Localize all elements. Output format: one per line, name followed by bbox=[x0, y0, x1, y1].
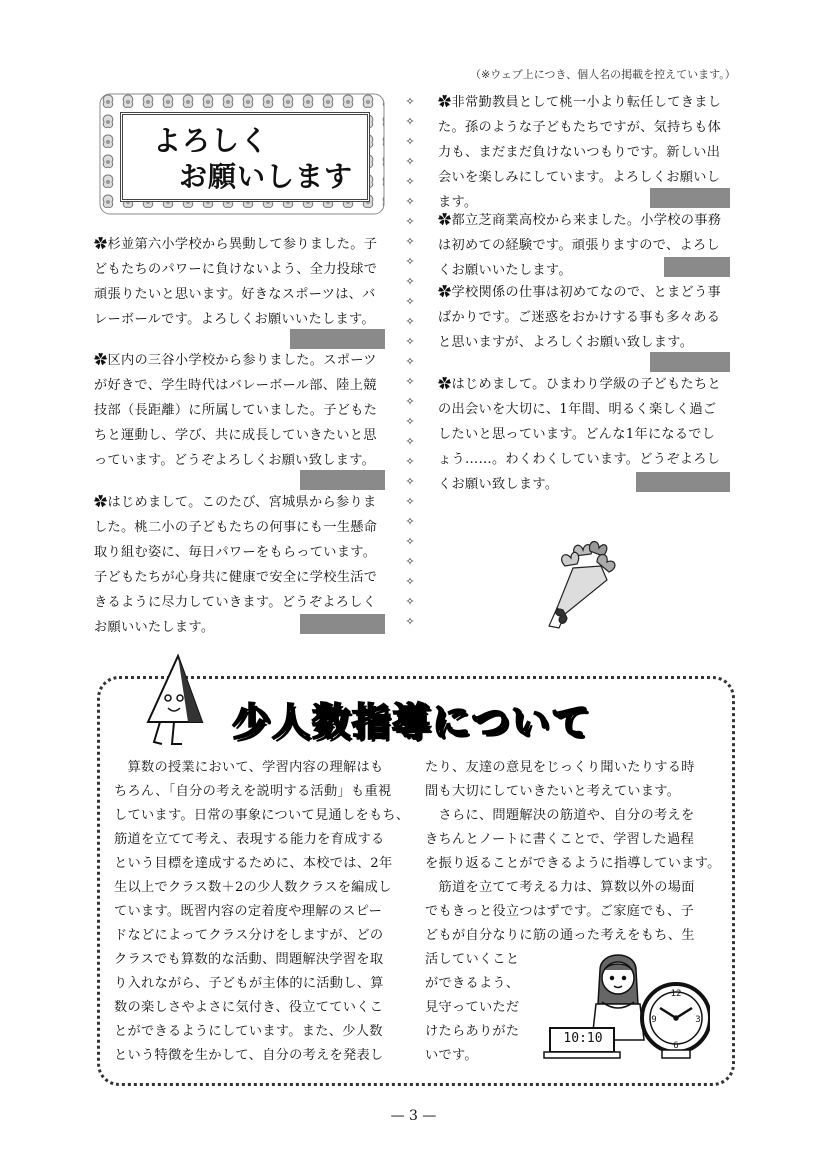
redacted-name bbox=[290, 329, 385, 349]
svg-text:6: 6 bbox=[673, 1041, 679, 1051]
text-line: た。孫のような子どもたちですが、気持ちも体 bbox=[438, 120, 722, 135]
text-line: お願いいたします。 bbox=[94, 620, 215, 635]
column-divider: ✧ ✧ ✧ ✧ ✧ ✧ ✧ ✧ ✧ ✧ ✧ ✧ ✧ ✧ ✧ ✧ ✧ ✧ ✧ ✧ ✧ ✧ ✧ ✧ ✧ ✧ ✧ bbox=[405, 95, 415, 628]
text-line: ✿学校関係の仕事は初めてなので、とまどう事 bbox=[438, 285, 721, 300]
text-line: いです。 bbox=[425, 1048, 478, 1063]
text-line: が好きで、学生時代はバレーボール部、陸上競 bbox=[94, 378, 377, 393]
text-line: くお願いいたします。 bbox=[438, 263, 572, 278]
text-line: を振り返ることができるように指導しています。 bbox=[425, 856, 721, 871]
redacted-name bbox=[650, 188, 730, 208]
greeting-title-line2: お願いします bbox=[179, 160, 354, 193]
text-line: 算数の授業において、学習内容の理解はも bbox=[114, 760, 384, 775]
svg-text:3: 3 bbox=[695, 1015, 701, 1025]
text-line: ドなどによってクラス分けをしますが、どの bbox=[114, 928, 384, 943]
greeting-title-line1: よろしく bbox=[153, 124, 270, 157]
text-line: は初めての経験です。頑張りますので、よろし bbox=[438, 238, 720, 253]
text-line: 筋道を立てて考える力は、算数以外の場面 bbox=[425, 880, 695, 895]
text-line: たり、友達の意見をじっくり聞いたりする時 bbox=[425, 760, 695, 775]
text-line: クラスでも算数的な活動、問題解決学習を取 bbox=[114, 952, 384, 967]
text-line: ばかりです。ご迷惑をおかけする事も多々ある bbox=[438, 310, 721, 325]
text-line: 取り組む姿に、毎日パワーをもらっています。 bbox=[94, 545, 377, 560]
text-line: さらに、問題解決の筋道や、自分の考えを bbox=[425, 808, 695, 823]
text-line: したいと思っています。どんな1年になるでし bbox=[438, 427, 716, 442]
text-line: けたらありがた bbox=[425, 1024, 520, 1039]
text-line: 活していくこと bbox=[425, 952, 520, 967]
text-line: とができるようにしています。また、少人数 bbox=[114, 1024, 383, 1039]
text-line: ✿はじめまして。このたび、宮城県から参りま bbox=[94, 495, 377, 510]
text-line: ✿都立芝商業高校から来ました。小学校の事務 bbox=[438, 213, 722, 228]
text-line: した。桃二小の子どもたちの何事にも一生懸命 bbox=[94, 520, 378, 535]
text-line: 子どもたちが心身共に健康で安全に学校生活で bbox=[94, 570, 378, 585]
text-line: ょう……。わくわくしています。どうぞよろし bbox=[438, 452, 721, 467]
bouquet-icon bbox=[535, 536, 635, 636]
intro-right-3 bbox=[438, 280, 738, 355]
text-line: っています。どうぞよろしくお願い致します。 bbox=[94, 453, 376, 468]
text-line: り入れながら、子どもが主体的に活動し、算 bbox=[114, 976, 384, 991]
text-line: 見守っていただ bbox=[425, 1000, 520, 1015]
text-line: 技部（長距離）に所属していました。子どもた bbox=[94, 403, 378, 418]
redacted-name bbox=[636, 472, 730, 492]
text-line: 力も、まだまだ負けないつもりです。新しい出 bbox=[438, 145, 721, 160]
text-line: どもが自分なりに筋の通った考えをもち、生 bbox=[425, 928, 695, 943]
text-line: 会いを楽しみにしています。よろしくお願いし bbox=[438, 170, 721, 185]
redacted-name bbox=[300, 470, 385, 490]
text-line: という目標を達成するために、本校では、2年 bbox=[114, 856, 393, 871]
section-left-column bbox=[114, 756, 419, 1068]
text-line: ✿区内の三谷小学校から参りました。スポーツ bbox=[94, 353, 377, 368]
privacy-notice: （※ウェブ上につき、個人名の掲載を控えています。） bbox=[470, 68, 736, 81]
intro-left-1 bbox=[94, 232, 394, 332]
text-line: 生以上でクラス数＋2の少人数クラスを編成し bbox=[114, 880, 392, 895]
redacted-name bbox=[664, 257, 730, 277]
text-line: ができるよう、 bbox=[425, 976, 520, 991]
text-line: ています。既習内容の定着度や理解のスピー bbox=[114, 904, 383, 919]
text-line: 数の楽しさやよさに気付き、役立てていくこ bbox=[114, 1000, 384, 1015]
text-line: 筋道を立てて考え、表現する能力を育成する bbox=[114, 832, 385, 847]
text-line: しています。日常の事象について見通しをもち、 bbox=[114, 808, 410, 823]
text-line: ちろん、「自分の考えを説明する活動」も重視 bbox=[114, 784, 392, 799]
greeting-title-frame bbox=[98, 92, 386, 216]
text-line: きるように尽力していきます。どうぞよろしく bbox=[94, 595, 377, 610]
text-line: でもきっと役立つはずです。ご家庭でも、子 bbox=[425, 904, 695, 919]
redacted-name bbox=[650, 352, 730, 372]
text-line: レーボールです。よろしくお願いいたします。 bbox=[94, 312, 375, 327]
text-line: ✿非常勤教員として桃一小より転任してきまし bbox=[438, 95, 722, 110]
text-line: ます。 bbox=[438, 195, 478, 210]
text-line: 頑張りたいと思います。好きなスポーツは、バ bbox=[94, 287, 376, 302]
text-line: の出会いを大切に、1年間、明るく楽しく過ご bbox=[438, 402, 717, 417]
digital-clock-display: 10:10 bbox=[563, 1031, 603, 1046]
text-line: 間も大切にしていきたいと考えています。 bbox=[425, 784, 681, 799]
text-line: きちんとノートに書くことで、学習した過程 bbox=[425, 832, 695, 847]
text-line: くお願い致します。 bbox=[438, 477, 559, 492]
text-line: ちと運動し、学び、共に成長していきたいと思 bbox=[94, 428, 377, 443]
text-line: ✿杉並第六小学校から異動して参りました。子 bbox=[94, 237, 378, 252]
svg-text:12: 12 bbox=[670, 989, 682, 999]
section-right-column bbox=[425, 756, 725, 948]
ruler-character-icon bbox=[140, 652, 210, 752]
intro-left-2 bbox=[94, 348, 394, 473]
redacted-name bbox=[300, 614, 385, 634]
text-line: ✿はじめまして。ひまわり学級の子どもたちと bbox=[438, 377, 721, 392]
text-line: どもたちのパワーに負けないよう、全力投球で bbox=[94, 262, 378, 277]
greeting-title-box bbox=[120, 112, 370, 202]
section-heading: 少人数指導について bbox=[232, 700, 592, 744]
section-right-short-lines bbox=[425, 948, 535, 1068]
text-line: と思いますが、よろしくお願い致します。 bbox=[438, 335, 694, 350]
svg-text:9: 9 bbox=[651, 1015, 657, 1025]
text-line: という特徴を生かして、自分の考えを発表し bbox=[114, 1048, 384, 1063]
page-number: — 3 — bbox=[390, 1108, 437, 1124]
